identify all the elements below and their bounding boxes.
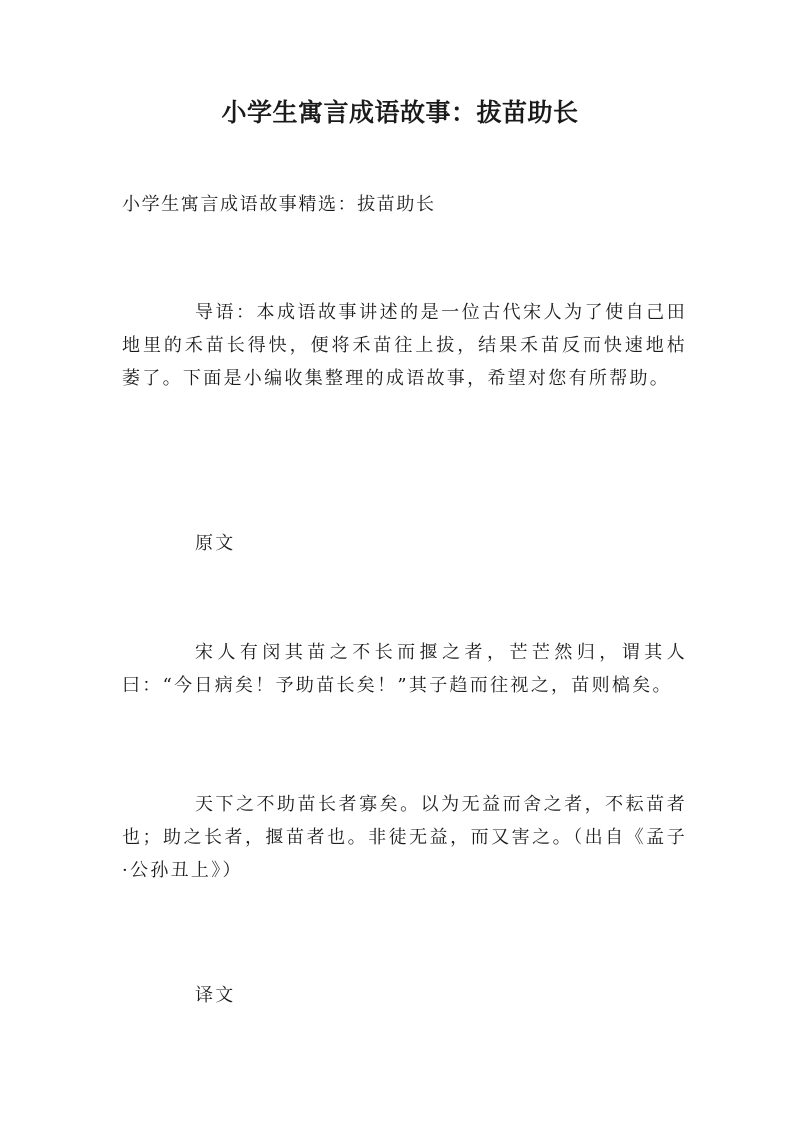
document-subtitle: 小学生寓言成语故事精选：拔苗助长 [122, 194, 436, 215]
original-heading: 原文 [195, 533, 236, 554]
original-paragraph-1: 宋人有闵其苗之不长而揠之者，芒芒然归，谓其人曰：“今日病矣！予助苗长矣！”其子趋而往视之，苗则槁矣。 [122, 642, 687, 696]
translation-heading: 译文 [195, 985, 236, 1006]
original-paragraph-2: 天下之不助苗长者寡矣。以为无益而舍之者，不耘苗者也；助之长者，揠苗者也。非徒无益，而又害之。（出自《孟子·公孙丑上》） [122, 794, 687, 881]
document-title: 小学生寓言成语故事：拔苗助长 [221, 98, 579, 127]
intro-paragraph: 导语：本成语故事讲述的是一位古代宋人为了使自己田地里的禾苗长得快，便将禾苗往上拔，结果禾苗反而快速地枯萎了。下面是小编收集整理的成语故事，希望对您有所帮助。 [122, 302, 687, 389]
